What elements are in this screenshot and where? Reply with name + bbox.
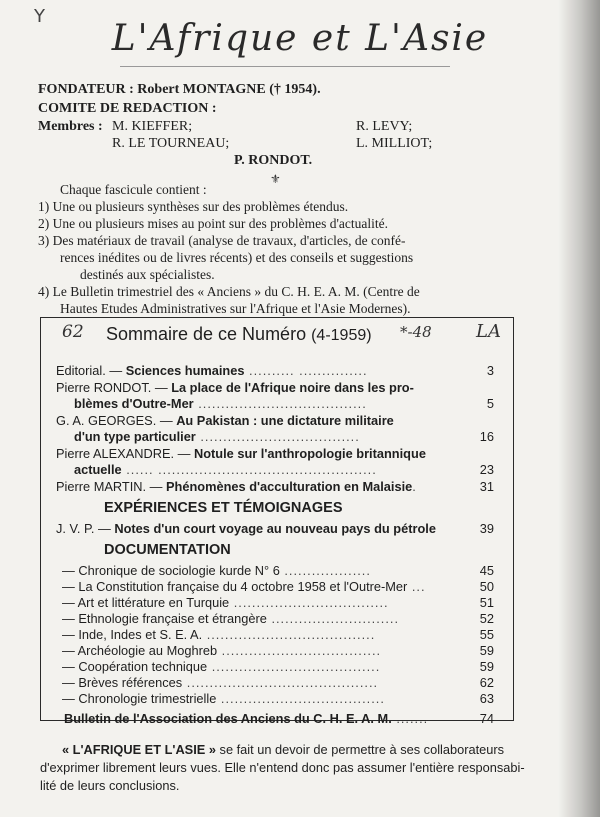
doc-entry (62, 627, 375, 642)
toc-dots: ...... ................................................ (121, 462, 377, 477)
toc-entry-cont (74, 462, 377, 477)
toc-dots: .......................................... (182, 675, 379, 690)
bulletin-label: Bulletin de l'Association des Anciens du C. H. E. A. M. (64, 711, 392, 726)
toc-entry-cont (74, 429, 360, 444)
bulletin-entry (64, 711, 428, 726)
footer-line-3: lité de leurs conclusions. (40, 778, 180, 793)
doc-page: 59 (479, 643, 494, 658)
toc-page: 31 (479, 479, 494, 494)
toc-title: Phénomènes d'acculturation en Malaisie (165, 479, 413, 494)
doc-entry (62, 659, 380, 674)
handwritten-62: 62 (62, 322, 84, 342)
toc-title: blèmes d'Outre-Mer (74, 396, 194, 411)
toc-title: Notule sur l'anthropologie britannique (193, 446, 426, 461)
toc-dots: ............................ (266, 611, 399, 626)
title-underline (120, 66, 450, 67)
toc-author: Pierre RONDOT. — (56, 380, 172, 395)
toc-dots: ..................................... (202, 627, 376, 642)
toc-title: Sciences humaines (125, 363, 245, 378)
toc-entry (56, 479, 417, 494)
doc-entry (62, 563, 371, 578)
intro-line-4: 4) Le Bulletin trimestriel des « Anciens » du C. H. E. A. M. (Centre de (38, 284, 420, 299)
toc-author: Pierre ALEXANDRE. — (56, 446, 194, 461)
footer-line-1 (62, 742, 504, 757)
intro-line-1: 1) Une ou plusieurs synthèses sur des problèmes étendus. (38, 199, 349, 214)
doc-page: 59 (479, 659, 494, 674)
fondateur-line: FONDATEUR : Robert MONTAGNE († 1954). (38, 82, 321, 97)
toc-title: Notes d'un court voyage au nouveau pays du pétrole (114, 521, 436, 536)
sommaire-issue: (4-1959) (311, 327, 372, 344)
member-rondot: P. RONDOT. (234, 153, 313, 168)
intro-line-3b: rences inédites ou de livres récents) et des conseils et suggestions (60, 250, 414, 265)
handwritten-la: LA (476, 321, 501, 342)
intro-lead: Chaque fascicule contient : (60, 182, 207, 197)
toc-page: 23 (479, 462, 494, 477)
page-edge-shadow (558, 0, 600, 817)
doc-entry (62, 579, 426, 594)
doc-page: 55 (479, 627, 494, 642)
toc-entry (56, 380, 414, 395)
doc-page: 51 (479, 595, 494, 610)
toc-dots: .......... ............... (244, 363, 368, 378)
toc-dots: .................................. (229, 595, 389, 610)
toc-page: 5 (486, 396, 494, 411)
doc-page: 45 (479, 563, 494, 578)
doc-label: — La Constitution française du 4 octobre 1958 et l'Outre-Mer (62, 579, 408, 594)
toc-dots: ................... (279, 563, 371, 578)
documentation-heading: DOCUMENTATION (104, 542, 231, 558)
member-milliot: L. MILLIOT; (356, 136, 433, 151)
toc-title: La place de l'Afrique noire dans les pro- (171, 380, 414, 395)
intro-line-3c: destinés aux spécialistes. (80, 267, 215, 282)
member-le-tourneau: R. LE TOURNEAU; (112, 136, 230, 151)
doc-entry (62, 611, 399, 626)
toc-dots: ..................................... (193, 396, 367, 411)
toc-title: Au Pakistan : une dictature militaire (176, 413, 394, 428)
toc-dots: .................................... (216, 691, 385, 706)
doc-page: 62 (479, 675, 494, 690)
journal-title: L'Afrique et L'Asie (111, 18, 489, 59)
toc-page: 3 (486, 363, 494, 378)
bulletin-page: 74 (479, 711, 494, 726)
experiences-heading: EXPÉRIENCES ET TÉMOIGNAGES (104, 500, 343, 516)
toc-entry-cont (74, 396, 367, 411)
toc-author: G. A. GEORGES. — (56, 413, 177, 428)
doc-entry (62, 643, 381, 658)
toc-dots: ....... (391, 711, 429, 726)
toc-entry-jvp (56, 521, 436, 536)
doc-label: — Chronologie trimestrielle (62, 691, 217, 706)
toc-dots: ..................................... (207, 659, 381, 674)
doc-page: 52 (479, 611, 494, 626)
intro-line-3: 3) Des matériaux de travail (analyse de travaux, d'articles, de confé- (38, 233, 406, 248)
doc-label: — Art et littérature en Turquie (62, 595, 230, 610)
intro-line-4b: Hautes Etudes Administratives sur l'Afrique et l'Asie Modernes). (60, 301, 411, 316)
toc-title: actuelle (74, 462, 122, 477)
members-label: Membres : (38, 119, 103, 134)
doc-label: — Archéologie au Moghreb (62, 643, 218, 658)
doc-label: — Inde, Indes et S. E. A. (62, 627, 203, 642)
doc-label: — Ethnologie française et étrangère (62, 611, 267, 626)
doc-label: — Brèves références (62, 675, 183, 690)
corner-mark: Y (34, 6, 45, 27)
footer-line-1-rest: se fait un devoir de permettre à ses collaborateurs (215, 742, 505, 757)
doc-page: 63 (479, 691, 494, 706)
toc-dots: ... (407, 579, 426, 594)
toc-entry (56, 363, 368, 378)
doc-entry (62, 691, 385, 706)
fleur-de-lis-ornament: ⚜ (270, 172, 281, 186)
toc-entry (56, 413, 394, 428)
doc-page: 50 (479, 579, 494, 594)
toc-dots: ................................... (195, 429, 360, 444)
sommaire-title-text: Sommaire de ce Numéro (106, 324, 307, 344)
toc-page: 16 (479, 429, 494, 444)
toc-dots: . (412, 479, 417, 494)
member-kieffer: M. KIEFFER; (112, 119, 193, 134)
doc-entry (62, 595, 389, 610)
handwritten-code: *-48 (400, 323, 432, 341)
doc-entry (62, 675, 378, 690)
toc-title: d'un type particulier (74, 429, 196, 444)
toc-author: Pierre MARTIN. — (56, 479, 166, 494)
doc-label: — Chronique de sociologie kurde N° 6 (62, 563, 280, 578)
footer-line-2: d'exprimer librement leurs vues. Elle n'entend donc pas assumer l'entière responsabi- (40, 760, 525, 775)
comite-heading: COMITE DE REDACTION : (38, 101, 217, 116)
toc-entry (56, 446, 426, 461)
footer-journal-name: « L'AFRIQUE ET L'ASIE » (62, 742, 216, 757)
member-levy: R. LEVY; (356, 119, 413, 134)
doc-label: — Coopération technique (62, 659, 208, 674)
toc-author: Editorial. — (56, 363, 126, 378)
intro-line-2: 2) Une ou plusieurs mises au point sur des problèmes d'actualité. (38, 216, 388, 231)
sommaire-title (106, 324, 372, 345)
toc-author: J. V. P. — (56, 521, 115, 536)
toc-dots: ................................... (217, 643, 382, 658)
toc-page: 39 (479, 521, 494, 536)
